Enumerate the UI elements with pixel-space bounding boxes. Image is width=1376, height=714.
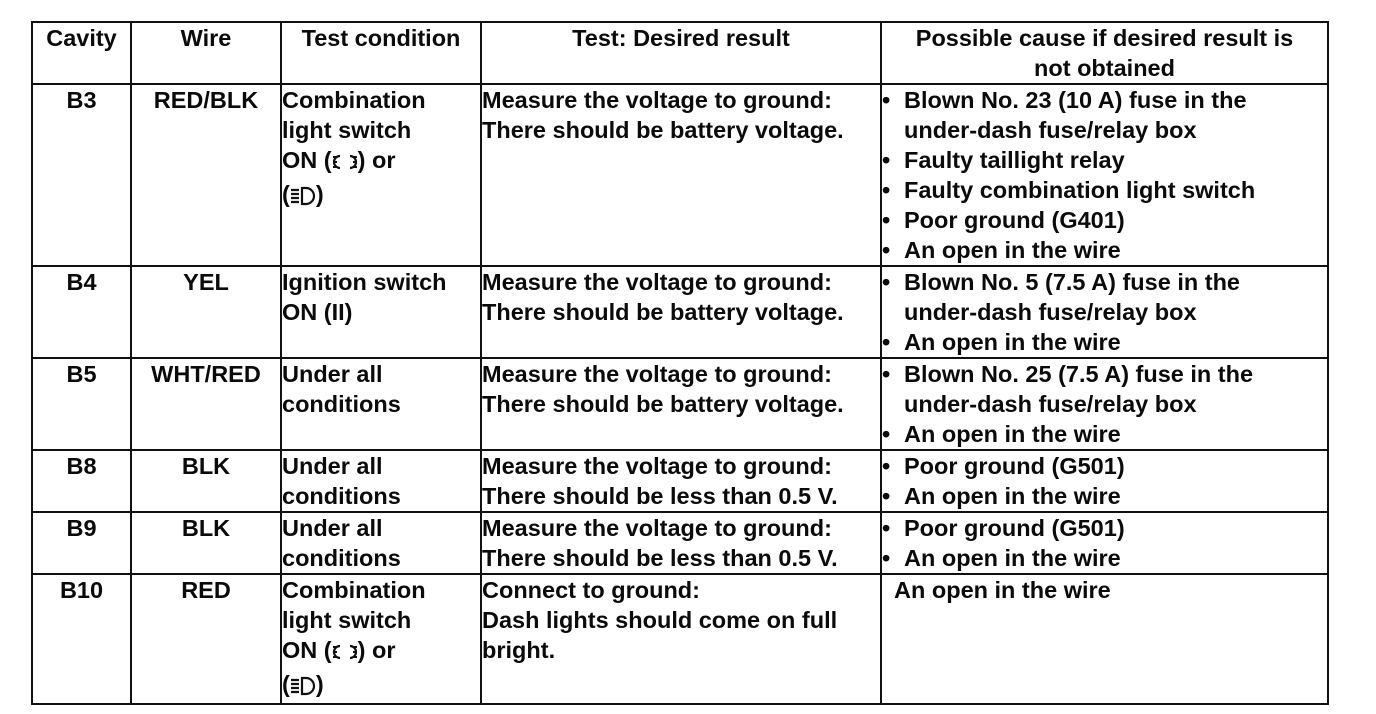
- cause-text: An open in the wire: [904, 329, 1121, 355]
- test-line: Measure the voltage to ground:: [482, 269, 832, 295]
- cause-text: Blown No. 23 (10 A) fuse in the: [904, 87, 1247, 113]
- bullet-icon: •: [882, 361, 891, 387]
- cause-text: Blown No. 5 (7.5 A) fuse in the: [904, 269, 1240, 295]
- test-result-cell: [481, 266, 881, 358]
- header-cavity: Cavity: [32, 22, 131, 84]
- header-possible-cause-line2: not obtained: [1034, 55, 1175, 81]
- header-possible-cause-line1: Possible cause if desired result is: [915, 25, 1294, 51]
- cause-text: Faulty taillight relay: [904, 147, 1125, 173]
- cause-item: [882, 205, 1327, 235]
- bullet-icon: •: [882, 177, 891, 203]
- test-result-cell: [481, 84, 881, 266]
- header-test-condition: Test condition: [281, 22, 481, 84]
- condition-text: ON (: [282, 637, 332, 663]
- condition-line: [282, 179, 480, 213]
- bullet-icon: •: [882, 269, 891, 295]
- table-row: [32, 574, 1328, 704]
- test-line: Measure the voltage to ground:: [482, 453, 832, 479]
- condition-line: ON (II): [282, 299, 353, 325]
- bullet-icon: •: [882, 329, 891, 355]
- condition-text: (: [282, 181, 290, 207]
- test-condition-cell: [281, 574, 481, 704]
- cause-text: An open in the wire: [904, 483, 1121, 509]
- table-row: [32, 84, 1328, 266]
- parking-lights-symbol-icon: [332, 149, 358, 179]
- condition-line: [282, 635, 480, 669]
- condition-text: ): [315, 181, 324, 207]
- test-result-cell: [481, 574, 881, 704]
- table-row: [32, 450, 1328, 512]
- bullet-icon: •: [882, 237, 891, 263]
- cause-text: Blown No. 25 (7.5 A) fuse in the: [904, 361, 1254, 387]
- condition-line: [282, 145, 480, 179]
- headlights-symbol-icon: [290, 673, 316, 703]
- possible-cause-cell: [881, 512, 1328, 574]
- bullet-icon: •: [882, 453, 891, 479]
- table-row: [32, 358, 1328, 450]
- cause-item: [882, 175, 1327, 205]
- bullet-icon: •: [882, 207, 891, 233]
- cause-item: [882, 481, 1327, 511]
- possible-cause-cell: [881, 450, 1328, 512]
- header-test-desired-result: Test: Desired result: [481, 22, 881, 84]
- bullet-icon: •: [882, 545, 891, 571]
- cause-text: An open in the wire: [904, 237, 1121, 263]
- bullet-icon: •: [882, 483, 891, 509]
- test-line: There should be battery voltage.: [482, 391, 844, 417]
- test-line: Dash lights should come on full: [482, 607, 838, 633]
- condition-line: [282, 669, 480, 703]
- condition-text: (: [282, 671, 290, 697]
- test-result-cell: [481, 358, 881, 450]
- test-line: Measure the voltage to ground:: [482, 87, 832, 113]
- bullet-icon: •: [882, 147, 891, 173]
- test-line: There should be battery voltage.: [482, 299, 844, 325]
- test-line: bright.: [482, 637, 556, 663]
- test-condition-cell: [281, 450, 481, 512]
- condition-line: Under all: [282, 361, 383, 387]
- wire-cell: YEL: [131, 266, 281, 358]
- condition-line: Combination: [282, 577, 426, 603]
- condition-line: Combination: [282, 87, 426, 113]
- wire-cell: RED: [131, 574, 281, 704]
- bullet-icon: •: [882, 87, 891, 113]
- wire-cell: BLK: [131, 512, 281, 574]
- cause-text: An open in the wire: [904, 421, 1121, 447]
- test-line: There should be less than 0.5 V.: [482, 483, 838, 509]
- possible-cause-cell: [881, 358, 1328, 450]
- parking-lights-symbol-icon: [332, 639, 358, 669]
- header-wire: Wire: [131, 22, 281, 84]
- cavity-cell: B8: [32, 450, 131, 512]
- possible-cause-cell: [881, 84, 1328, 266]
- header-possible-cause: [881, 22, 1328, 84]
- test-condition-cell: [281, 266, 481, 358]
- possible-cause-cell: [881, 574, 1328, 704]
- condition-line: conditions: [282, 391, 401, 417]
- table-row: [32, 512, 1328, 574]
- test-line: Connect to ground:: [482, 577, 700, 603]
- test-condition-cell: [281, 512, 481, 574]
- header-row: [32, 22, 1328, 84]
- test-line: There should be battery voltage.: [482, 117, 844, 143]
- cavity-cell: B9: [32, 512, 131, 574]
- cause-text: Poor ground (G501): [904, 453, 1125, 479]
- headlights-symbol-icon: [290, 183, 316, 213]
- test-line: There should be less than 0.5 V.: [482, 545, 838, 571]
- cause-text: Poor ground (G501): [904, 515, 1125, 541]
- wire-cell: BLK: [131, 450, 281, 512]
- cause-text: Poor ground (G401): [904, 207, 1125, 233]
- cause-item: [882, 513, 1327, 543]
- condition-line: Under all: [282, 515, 383, 541]
- condition-text: ): [315, 671, 324, 697]
- condition-line: Ignition switch: [282, 269, 447, 295]
- cavity-cell: B4: [32, 266, 131, 358]
- cause-text-continued: under-dash fuse/relay box: [904, 299, 1197, 325]
- possible-cause-cell: [881, 266, 1328, 358]
- condition-line: conditions: [282, 483, 401, 509]
- cause-text: Faulty combination light switch: [904, 177, 1256, 203]
- cause-item: [882, 543, 1327, 573]
- condition-line: light switch: [282, 607, 412, 633]
- cavity-cell: B3: [32, 84, 131, 266]
- test-result-cell: [481, 512, 881, 574]
- condition-text: ) or: [357, 147, 396, 173]
- table-row: [32, 266, 1328, 358]
- wire-cell: RED/BLK: [131, 84, 281, 266]
- test-condition-cell: [281, 358, 481, 450]
- cause-item: [882, 451, 1327, 481]
- test-condition-cell: [281, 84, 481, 266]
- cause-item: [882, 419, 1327, 449]
- cause-item: [882, 85, 1327, 115]
- cause-item: [882, 235, 1327, 265]
- connector-test-table: [31, 21, 1329, 705]
- condition-text: ON (: [282, 147, 332, 173]
- cause-item: [882, 327, 1327, 357]
- test-line: Measure the voltage to ground:: [482, 515, 832, 541]
- cavity-cell: B5: [32, 358, 131, 450]
- bullet-icon: •: [882, 421, 891, 447]
- cause-item: [882, 267, 1327, 297]
- condition-line: Under all: [282, 453, 383, 479]
- cause-item: [882, 145, 1327, 175]
- condition-line: light switch: [282, 117, 412, 143]
- test-line: Measure the voltage to ground:: [482, 361, 832, 387]
- condition-text: ) or: [357, 637, 396, 663]
- wire-cell: WHT/RED: [131, 358, 281, 450]
- condition-line: conditions: [282, 545, 401, 571]
- cause-text: An open in the wire: [894, 577, 1111, 603]
- cause-item: [882, 359, 1327, 389]
- test-result-cell: [481, 450, 881, 512]
- cause-text: An open in the wire: [904, 545, 1121, 571]
- cause-text-continued: under-dash fuse/relay box: [904, 391, 1197, 417]
- cause-text-continued: under-dash fuse/relay box: [904, 117, 1197, 143]
- bullet-icon: •: [882, 515, 891, 541]
- cavity-cell: B10: [32, 574, 131, 704]
